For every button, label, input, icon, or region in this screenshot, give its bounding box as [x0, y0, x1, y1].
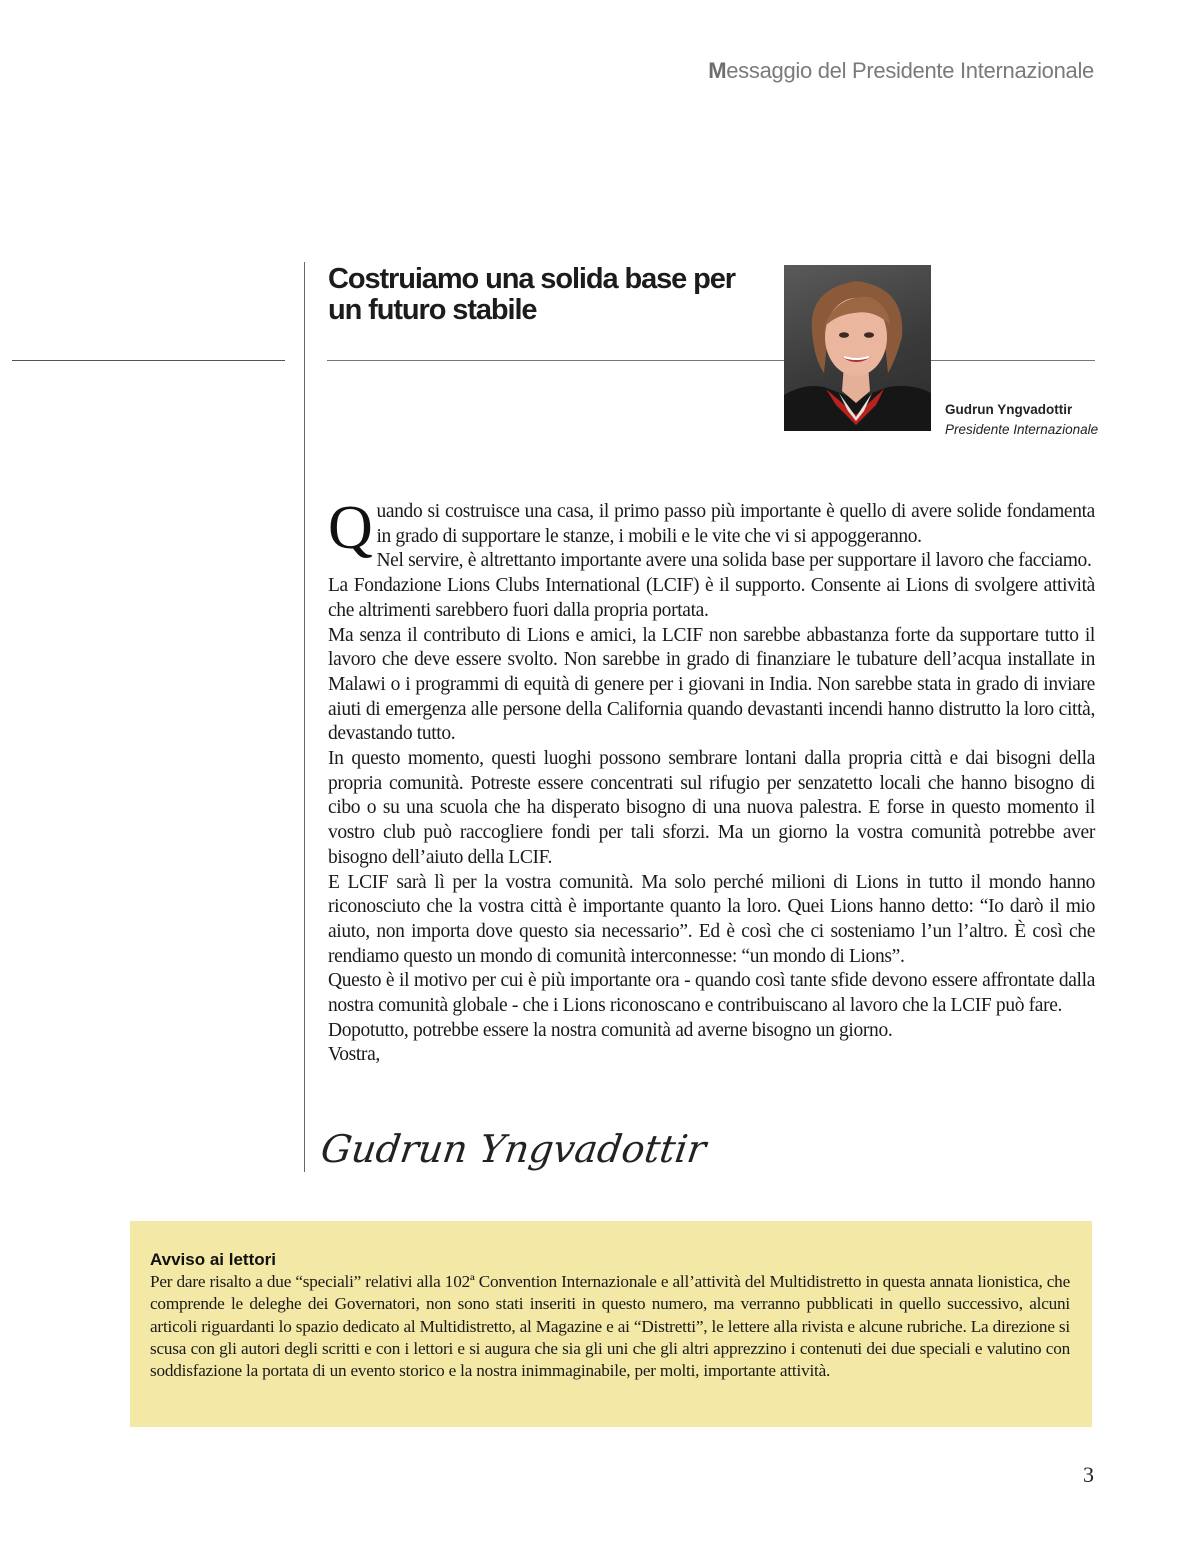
drop-cap: Q [328, 494, 373, 562]
author-byline [945, 400, 1105, 440]
paragraph: La Fondazione Lions Clubs International (LCIF) è il supporto. Consente ai Lions di svolgere attività che altrimenti sarebbero fuori dalla propria portata. [328, 575, 1095, 621]
author-role: Presidente Internazionale [945, 422, 1099, 437]
signature-text: Gudrun Yngvadottir [318, 1128, 709, 1172]
paragraph: In questo momento, questi luoghi possono sembrare lontani dalla propria città e dai bisogni della propria comunità. Potreste essere concentrati sul rifugio per senzatetto locali che hanno bisogno di cibo o su una scuola che ha disperato bisogno di una nuova palestra. E forse in questo momento il vostro club può raccogliere fondi per tali sforzi. Ma un giorno la vostra comunità potrebbe aver bisogno dell’aiuto della LCIF. [328, 748, 1095, 868]
left-horizontal-rule [12, 360, 285, 361]
title-underline-rule [327, 360, 1095, 361]
paragraph: Dopotutto, potrebbe essere la nostra comunità ad averne bisogno un giorno. [328, 1019, 893, 1041]
article-body [328, 494, 1095, 1068]
vertical-divider [304, 262, 305, 1172]
author-name: Gudrun Yngvadottir [945, 402, 1073, 417]
section-header-text: essaggio del Presidente Internazionale [726, 58, 1094, 83]
closing-salutation: Vostra, [328, 1044, 380, 1066]
paragraph: Ma senza il contributo di Lions e amici, la LCIF non sarebbe abbastanza forte da supportare tutto il lavoro che deve essere svolto. Non sarebbe in grado di finanziare le tubature dell’acqua installate in Malawi o i programmi di equità di genere per i giovani in India. Non sarebbe stata in grado di inviare aiuti di emergenza alle persone della California quando devastanti incendi hanno distrutto la loro città, devastando tutto. [328, 624, 1095, 745]
paragraph: Questo è il motivo per cui è più importante ora - quando così tante sfide devono essere affrontate dalla nostra comunità globale - che i Lions riconoscano e contribuiscano al lavoro che la LCIF può fare. [328, 970, 1095, 1017]
page-number: 3 [1083, 1462, 1094, 1487]
section-header [708, 58, 1094, 84]
paragraph: Nel servire, è altrettanto importante avere una solida base per supportare il lavoro che facciamo. [376, 550, 1092, 572]
section-header-initial: M [708, 58, 727, 83]
paragraph: E LCIF sarà lì per la vostra comunità. Ma solo perché milioni di Lions in tutto il mondo hanno riconosciuto che la vostra città è importante quanto la loro. Quei Lions hanno detto: “Io darò il mio aiuto, non importa dove questo sia necessario”. Ed è così che ci sosteniamo l’un l’altro. È così che rendiamo questo un mondo di comunità interconnesse: “un mondo di Lions”. [328, 871, 1095, 967]
notice-title: Avviso ai lettori [150, 1250, 276, 1269]
article-title: Costruiamo una solida base per un futuro stabile [328, 263, 735, 326]
notice-body: Per dare risalto a due “speciali” relativi alla 102ª Convention Internazionale e all’attività del Multidistretto in questa annata lionistica, che comprende le deleghe dei Governatori, non sono stati inseriti in questo numero, ma verranno pubblicati in quello successivo, alcuni articoli riguardanti lo spazio dedicato al Multidistretto, al Magazine e ai “Distretti”, le lettere alla rivista e alcune rubriche. La direzione si scusa con gli autori degli scritti e con i lettori e si augura che sia gli uni che gli altri apprezzino i contenuti dei due speciali e valutino con soddisfazione la portata di un evento storico e la nostra inimmaginabile, per molti, importante attività. [150, 1272, 1070, 1381]
readers-notice-box [130, 1221, 1092, 1427]
author-portrait [784, 265, 931, 431]
handwritten-signature [318, 1116, 709, 1182]
first-paragraph-text: uando si costruisce una casa, il primo passo più importante è quello di avere solide fondamenta in grado di supportare le stanze, i mobili e le vite che vi si appoggeranno. [376, 501, 1095, 547]
portrait-illustration [784, 265, 931, 431]
